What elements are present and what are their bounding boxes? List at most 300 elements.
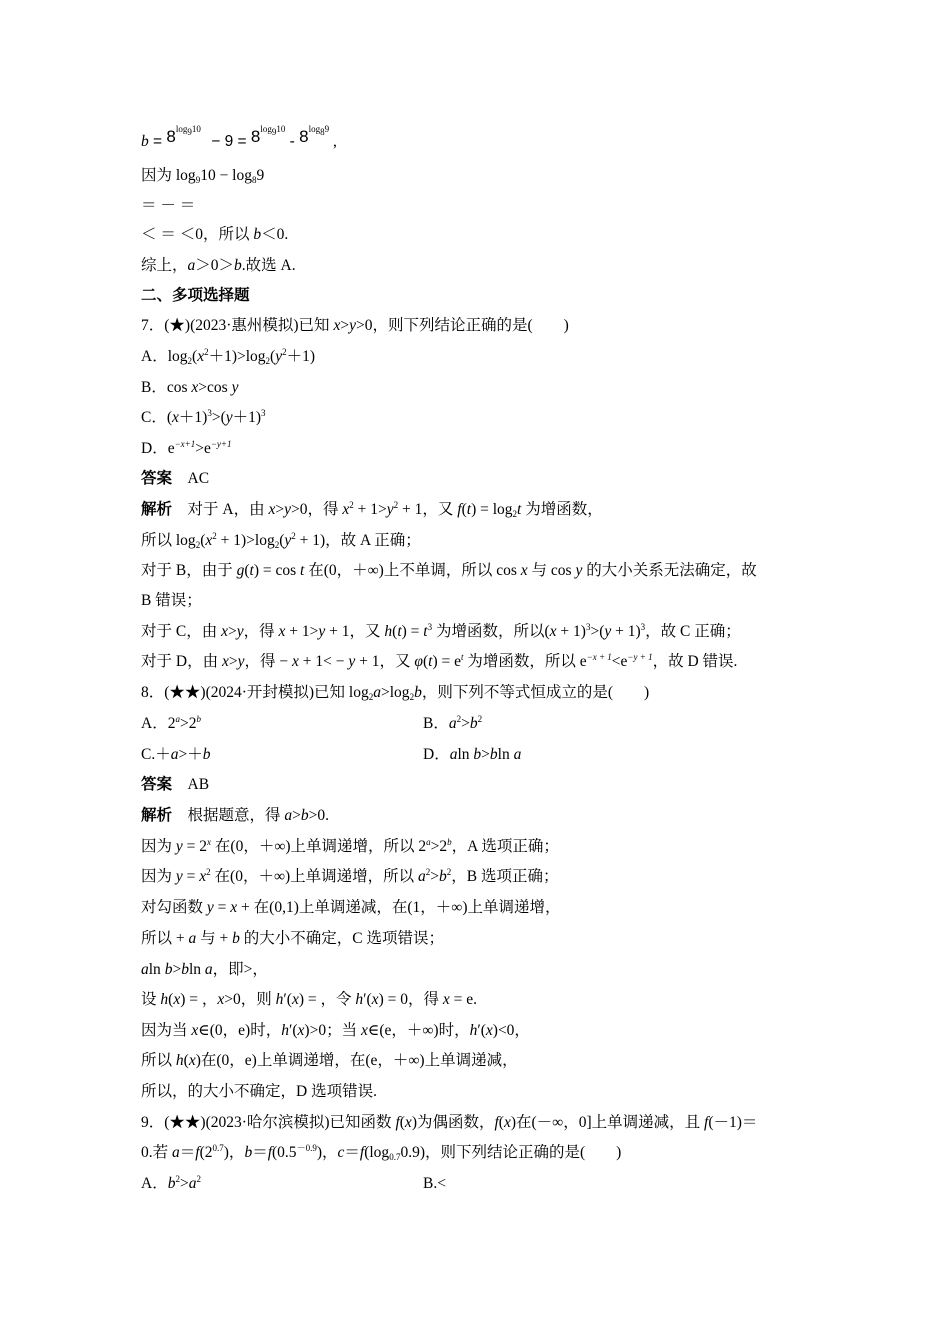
text: h <box>275 991 284 1008</box>
text: 与 + <box>196 930 233 947</box>
text: ＋1) <box>232 409 262 426</box>
text: f <box>359 1144 365 1161</box>
text: >0. <box>308 807 330 824</box>
text: 2 <box>425 867 431 877</box>
text: a <box>188 1175 197 1192</box>
text: x <box>291 653 299 670</box>
text: C．( <box>141 409 173 426</box>
text: 与 cos <box>527 562 576 579</box>
text: ( <box>200 532 206 549</box>
text: ( <box>422 653 429 670</box>
text: 2 <box>409 692 415 702</box>
text: > <box>292 807 301 824</box>
text: 为增函数，所以 e <box>463 653 587 670</box>
text: + 1> <box>285 623 319 640</box>
text: 3 <box>427 622 433 632</box>
text: >( <box>590 623 605 640</box>
text: = e. <box>449 991 477 1008</box>
text: > <box>481 746 490 763</box>
text: A． <box>141 1175 168 1192</box>
text: 0.7 <box>389 1152 401 1162</box>
text: )， <box>223 1144 245 1161</box>
text: b <box>300 807 309 824</box>
text: a <box>448 715 457 732</box>
text: 综上， <box>141 257 188 274</box>
text: ＋1) <box>286 348 316 365</box>
text: x <box>173 991 181 1008</box>
text: y <box>236 623 244 640</box>
text: 的大小关系无法确定，故 <box>582 562 757 579</box>
text: 0.若 <box>141 1144 173 1161</box>
text: 所以，的大小不确定，D 选项错误. <box>141 1083 377 1100</box>
text: ，A 选项正确； <box>451 838 559 855</box>
text: >＋ <box>178 746 203 763</box>
text: x <box>188 1052 196 1069</box>
text: 对于 A，由 <box>172 501 269 518</box>
text: b <box>167 1175 176 1192</box>
text: －0.9 <box>296 1143 317 1153</box>
text: x <box>360 1022 368 1039</box>
text: 9 <box>195 175 201 185</box>
text: ) = log <box>471 501 513 518</box>
text: 二、多项选择题 <box>141 287 250 304</box>
text: b <box>447 837 452 847</box>
text: + 在(0,1)上单调递减，在(1，＋∞)上单调递增， <box>237 899 561 916</box>
text: = <box>148 133 167 150</box>
text-line <box>141 898 561 918</box>
option-a <box>141 1174 201 1194</box>
text: a <box>373 684 381 701</box>
text: h <box>355 991 364 1008</box>
text: b <box>164 961 173 978</box>
text: 9．(★★)(2023·哈尔滨模拟)已知函数 <box>141 1114 396 1131</box>
text: 对于 D，由 <box>141 653 222 670</box>
question-7-stem <box>141 316 569 336</box>
text: <e <box>611 653 628 670</box>
text: x <box>268 501 276 518</box>
text: >2 <box>179 715 197 732</box>
text: ∈(e，＋∞)时， <box>367 1022 470 1039</box>
text-line <box>141 561 757 581</box>
answer-line <box>141 775 209 795</box>
text: f <box>494 1114 499 1131</box>
text: 9 <box>271 127 277 137</box>
text: x <box>191 1022 199 1039</box>
text: D． <box>423 746 450 763</box>
option-a <box>141 347 315 367</box>
text: h <box>175 1052 184 1069</box>
text-line <box>141 837 559 857</box>
text: 7．(★)(2023·惠州模拟)已知 <box>141 317 334 334</box>
text: x <box>371 991 379 1008</box>
text: 2 <box>368 692 374 702</box>
text: t <box>249 562 254 579</box>
text: + 1< − <box>298 653 349 670</box>
text: y <box>225 409 233 426</box>
text: 9 <box>187 127 192 137</box>
text: 2 <box>456 714 462 724</box>
formula-b-line <box>141 124 337 153</box>
text: 8．(★★)(2024·开封模拟)已知 log <box>141 684 369 701</box>
text: log <box>260 124 272 134</box>
text: 3 <box>640 622 646 632</box>
text: −y + 1 <box>627 652 653 662</box>
text: > <box>430 868 440 885</box>
text: ，故 C 正确； <box>645 623 741 640</box>
text: 10 <box>276 124 286 134</box>
text-line <box>141 256 296 276</box>
text: + 1，又 <box>398 501 458 518</box>
text: ′( <box>477 1022 486 1039</box>
text: ( <box>392 623 398 640</box>
option-c <box>141 745 210 765</box>
text: ( <box>192 348 198 365</box>
text: x <box>549 623 557 640</box>
text: 2 <box>175 1174 180 1184</box>
text: ( <box>498 1114 504 1131</box>
text: ln <box>188 961 205 978</box>
text: 2 <box>204 347 209 357</box>
text: x <box>197 348 205 365</box>
text: 8 <box>299 127 309 146</box>
text: b <box>489 746 498 763</box>
text-line <box>141 1082 377 1102</box>
text: 因为当 <box>141 1022 192 1039</box>
text: > <box>228 653 238 670</box>
text: + 1) <box>611 623 641 640</box>
text: >log <box>381 684 410 701</box>
text: 2 <box>477 714 483 724</box>
analysis-line <box>141 500 603 520</box>
text-line <box>141 166 264 186</box>
text-line <box>141 929 444 949</box>
text: ) = ， <box>180 991 218 1008</box>
text: ( <box>279 532 285 549</box>
text: ＝ <box>252 1144 268 1161</box>
option-b <box>141 378 238 398</box>
text: ) = cos <box>253 562 301 579</box>
text: >2 <box>430 838 448 855</box>
text: A．2 <box>141 715 176 732</box>
text: >0，得 <box>291 501 343 518</box>
text: ) = e <box>432 653 461 670</box>
text: t <box>300 562 305 579</box>
text: x <box>485 1022 493 1039</box>
text: x <box>199 868 207 885</box>
text: ∈(0，e)时， <box>198 1022 282 1039</box>
text: ln <box>148 961 165 978</box>
text: )为偶函数， <box>411 1114 495 1131</box>
text: + 1)，故 A 正确； <box>295 532 421 549</box>
text: ＝ <box>344 1144 360 1161</box>
text: c <box>337 1144 345 1161</box>
text: x <box>191 379 199 396</box>
text-line <box>141 990 477 1010</box>
text: f <box>395 1114 400 1131</box>
text: 对于 B，由于 <box>141 562 237 579</box>
text: B.< <box>423 1175 446 1192</box>
text: ，得 − <box>244 653 292 670</box>
text: A．log <box>141 348 188 365</box>
text: a <box>170 746 179 763</box>
text: ＋1) <box>178 409 208 426</box>
text: −y+1 <box>210 439 232 449</box>
text-line <box>141 196 195 216</box>
text: .故选 A. <box>241 257 296 274</box>
text: ) = ，令 <box>298 991 356 1008</box>
label: 解析 <box>141 501 173 518</box>
label: 解析 <box>141 807 173 824</box>
option-a <box>141 714 201 734</box>
text: −x+1 <box>174 439 196 449</box>
text: > <box>172 961 182 978</box>
text: AB <box>172 776 210 793</box>
question-8-stem <box>141 683 649 703</box>
text: ′( <box>288 1022 298 1039</box>
text: log <box>308 124 321 134</box>
text: = <box>182 868 200 885</box>
text: t <box>428 653 433 670</box>
text: 对于 C，由 <box>141 623 222 640</box>
option-b <box>423 1174 446 1194</box>
text: a <box>418 868 426 885</box>
label: 答案 <box>141 470 173 487</box>
text: ，则下列不等式恒成立的是( ) <box>421 684 650 701</box>
text: B．cos <box>141 379 192 396</box>
text: t <box>517 501 522 518</box>
text: 2 <box>349 500 354 510</box>
text: > <box>179 1175 189 1192</box>
text: 因为 log <box>141 167 196 184</box>
text: 为增函数，所以( <box>432 623 550 640</box>
answer-line <box>141 469 209 489</box>
text: > <box>340 317 350 334</box>
text: t <box>466 501 472 518</box>
text: ＝ － ＝ <box>141 197 196 214</box>
text: x <box>221 653 229 670</box>
text: ( <box>461 501 467 518</box>
text: a <box>141 961 149 978</box>
text: 2 <box>196 1174 201 1184</box>
text: ，即>， <box>212 961 268 978</box>
text: a <box>513 746 522 763</box>
text: ＜0. <box>261 226 289 243</box>
text: 0.7 <box>212 1143 224 1153</box>
text: (－1)＝ <box>708 1114 758 1131</box>
text: ( <box>270 348 276 365</box>
text: x <box>278 623 286 640</box>
text: b <box>244 1144 253 1161</box>
text: y <box>284 532 292 549</box>
text: y <box>318 623 326 640</box>
text: ( <box>168 991 174 1008</box>
text: b <box>253 226 262 243</box>
text: 2 <box>274 540 280 550</box>
text: f <box>457 501 462 518</box>
text: 2 <box>195 540 201 550</box>
text: a <box>172 1144 180 1161</box>
text: 的大小不确定，C 选项错误； <box>239 930 444 947</box>
text: ，故 D 错误. <box>652 653 738 670</box>
text: 因为 <box>141 838 176 855</box>
text: b <box>234 257 242 274</box>
option-d <box>423 745 521 765</box>
text-line <box>141 652 737 672</box>
text: x <box>172 409 179 426</box>
text: 为增函数， <box>521 501 603 518</box>
text: 9 <box>324 124 330 134</box>
text: t <box>460 652 464 662</box>
text: = 2 <box>182 838 208 855</box>
text: y <box>284 501 291 518</box>
text: x <box>207 837 212 847</box>
text: 根据题意，得 <box>172 807 285 824</box>
text: y <box>237 653 245 670</box>
question-9-stem <box>141 1113 757 1133</box>
text: a <box>284 807 293 824</box>
text: 所以 + <box>141 930 189 947</box>
text: >0，则下列结论正确的是( ) <box>355 317 569 334</box>
text: 0.9)，则下列结论正确的是( ) <box>400 1144 622 1161</box>
text: = <box>213 899 231 916</box>
text: )在(－∞，0]上单调递减，且 <box>510 1114 705 1131</box>
text: + 1> <box>353 501 387 518</box>
text: b <box>181 961 189 978</box>
text: x <box>221 623 228 640</box>
text: b <box>473 746 482 763</box>
text: b <box>232 930 240 947</box>
text: b <box>414 684 422 701</box>
text: 8 <box>320 127 325 137</box>
text: y <box>175 868 183 885</box>
text: 所以 <box>141 1052 176 1069</box>
text: ′( <box>283 991 292 1008</box>
text: ＜ ＝ ＜0，所以 <box>141 226 254 243</box>
text: )， <box>316 1144 338 1161</box>
text: y <box>275 348 283 365</box>
text: ln <box>497 746 514 763</box>
text: y <box>349 317 356 334</box>
text: φ <box>414 653 423 670</box>
text: 2 <box>206 867 211 877</box>
text: ) = 0，得 <box>378 991 443 1008</box>
text: 2 <box>393 500 399 510</box>
text: > <box>227 623 237 640</box>
text: 10 <box>191 124 201 134</box>
text: a <box>204 961 213 978</box>
text: x <box>333 317 341 334</box>
text: b <box>439 868 447 885</box>
text: C.＋ <box>141 746 171 763</box>
text: h <box>469 1022 478 1039</box>
text: 所以 log <box>141 532 196 549</box>
text: + 1) <box>556 623 586 640</box>
text: >( <box>211 409 226 426</box>
text: x <box>442 991 450 1008</box>
text: 设 <box>141 991 161 1008</box>
text: 8 <box>252 175 257 185</box>
text: >e <box>195 440 211 457</box>
text: 8 <box>166 127 176 146</box>
text: - <box>285 133 300 150</box>
text: )在(0，e)上单调递增，在(e，＋∞)上单调递减， <box>195 1052 518 1069</box>
text: y <box>175 838 183 855</box>
text-line <box>141 867 559 887</box>
text: > <box>275 501 285 518</box>
text: x <box>297 1022 305 1039</box>
text: >0，则 <box>224 991 276 1008</box>
text: ( <box>183 1052 189 1069</box>
text: ′( <box>363 991 372 1008</box>
text-line <box>141 622 741 642</box>
text: 3 <box>261 408 266 418</box>
text: a <box>426 837 431 847</box>
text: y <box>231 379 239 396</box>
text: ) = <box>401 623 424 640</box>
text: y <box>386 501 394 518</box>
text: h <box>384 623 393 640</box>
text-line <box>141 1021 530 1041</box>
question-9-stem-cont <box>141 1143 621 1163</box>
text: a <box>175 714 180 724</box>
text: AC <box>172 470 210 487</box>
option-d <box>141 439 232 459</box>
text-line <box>141 1051 518 1071</box>
text: 因为 <box>141 868 176 885</box>
text-line <box>141 960 268 980</box>
text: a <box>188 930 197 947</box>
text-line <box>141 531 421 551</box>
text: (log <box>364 1144 390 1161</box>
text: + 1，又 <box>355 653 415 670</box>
text: 10 − log <box>200 167 252 184</box>
text: f <box>195 1144 200 1161</box>
text: x <box>342 501 350 518</box>
text: f <box>704 1114 709 1131</box>
text: ，B 选项正确； <box>451 868 559 885</box>
text: ＝ <box>179 1144 196 1161</box>
text: B 错误； <box>141 592 202 609</box>
text: 2 <box>187 356 193 366</box>
text: 在(0，＋∞)上不单调，所以 cos <box>304 562 521 579</box>
section-heading <box>141 286 250 306</box>
text: g <box>236 562 245 579</box>
text: 2 <box>265 356 271 366</box>
text: b <box>202 746 211 763</box>
text: b <box>196 714 201 724</box>
text: y <box>575 562 583 579</box>
analysis-line <box>141 806 329 826</box>
text: y <box>206 899 214 916</box>
text: a <box>187 257 196 274</box>
text: ln <box>457 746 474 763</box>
text: 9 <box>256 167 265 184</box>
text: y <box>604 623 612 640</box>
text: b <box>141 133 149 150</box>
text: 2 <box>212 531 217 541</box>
text: 对勾函数 <box>141 899 207 916</box>
text: + 1，又 <box>325 623 385 640</box>
text: x <box>503 1114 511 1131</box>
text: ＞0＞ <box>195 257 235 274</box>
text: 2 <box>282 347 287 357</box>
text: log <box>175 124 188 134</box>
text: 3 <box>585 622 591 632</box>
text: 3 <box>207 408 212 418</box>
text: 在(0，＋∞)上单调递增，所以 2 <box>211 838 427 855</box>
text: x <box>230 899 238 916</box>
text: x <box>217 991 225 1008</box>
